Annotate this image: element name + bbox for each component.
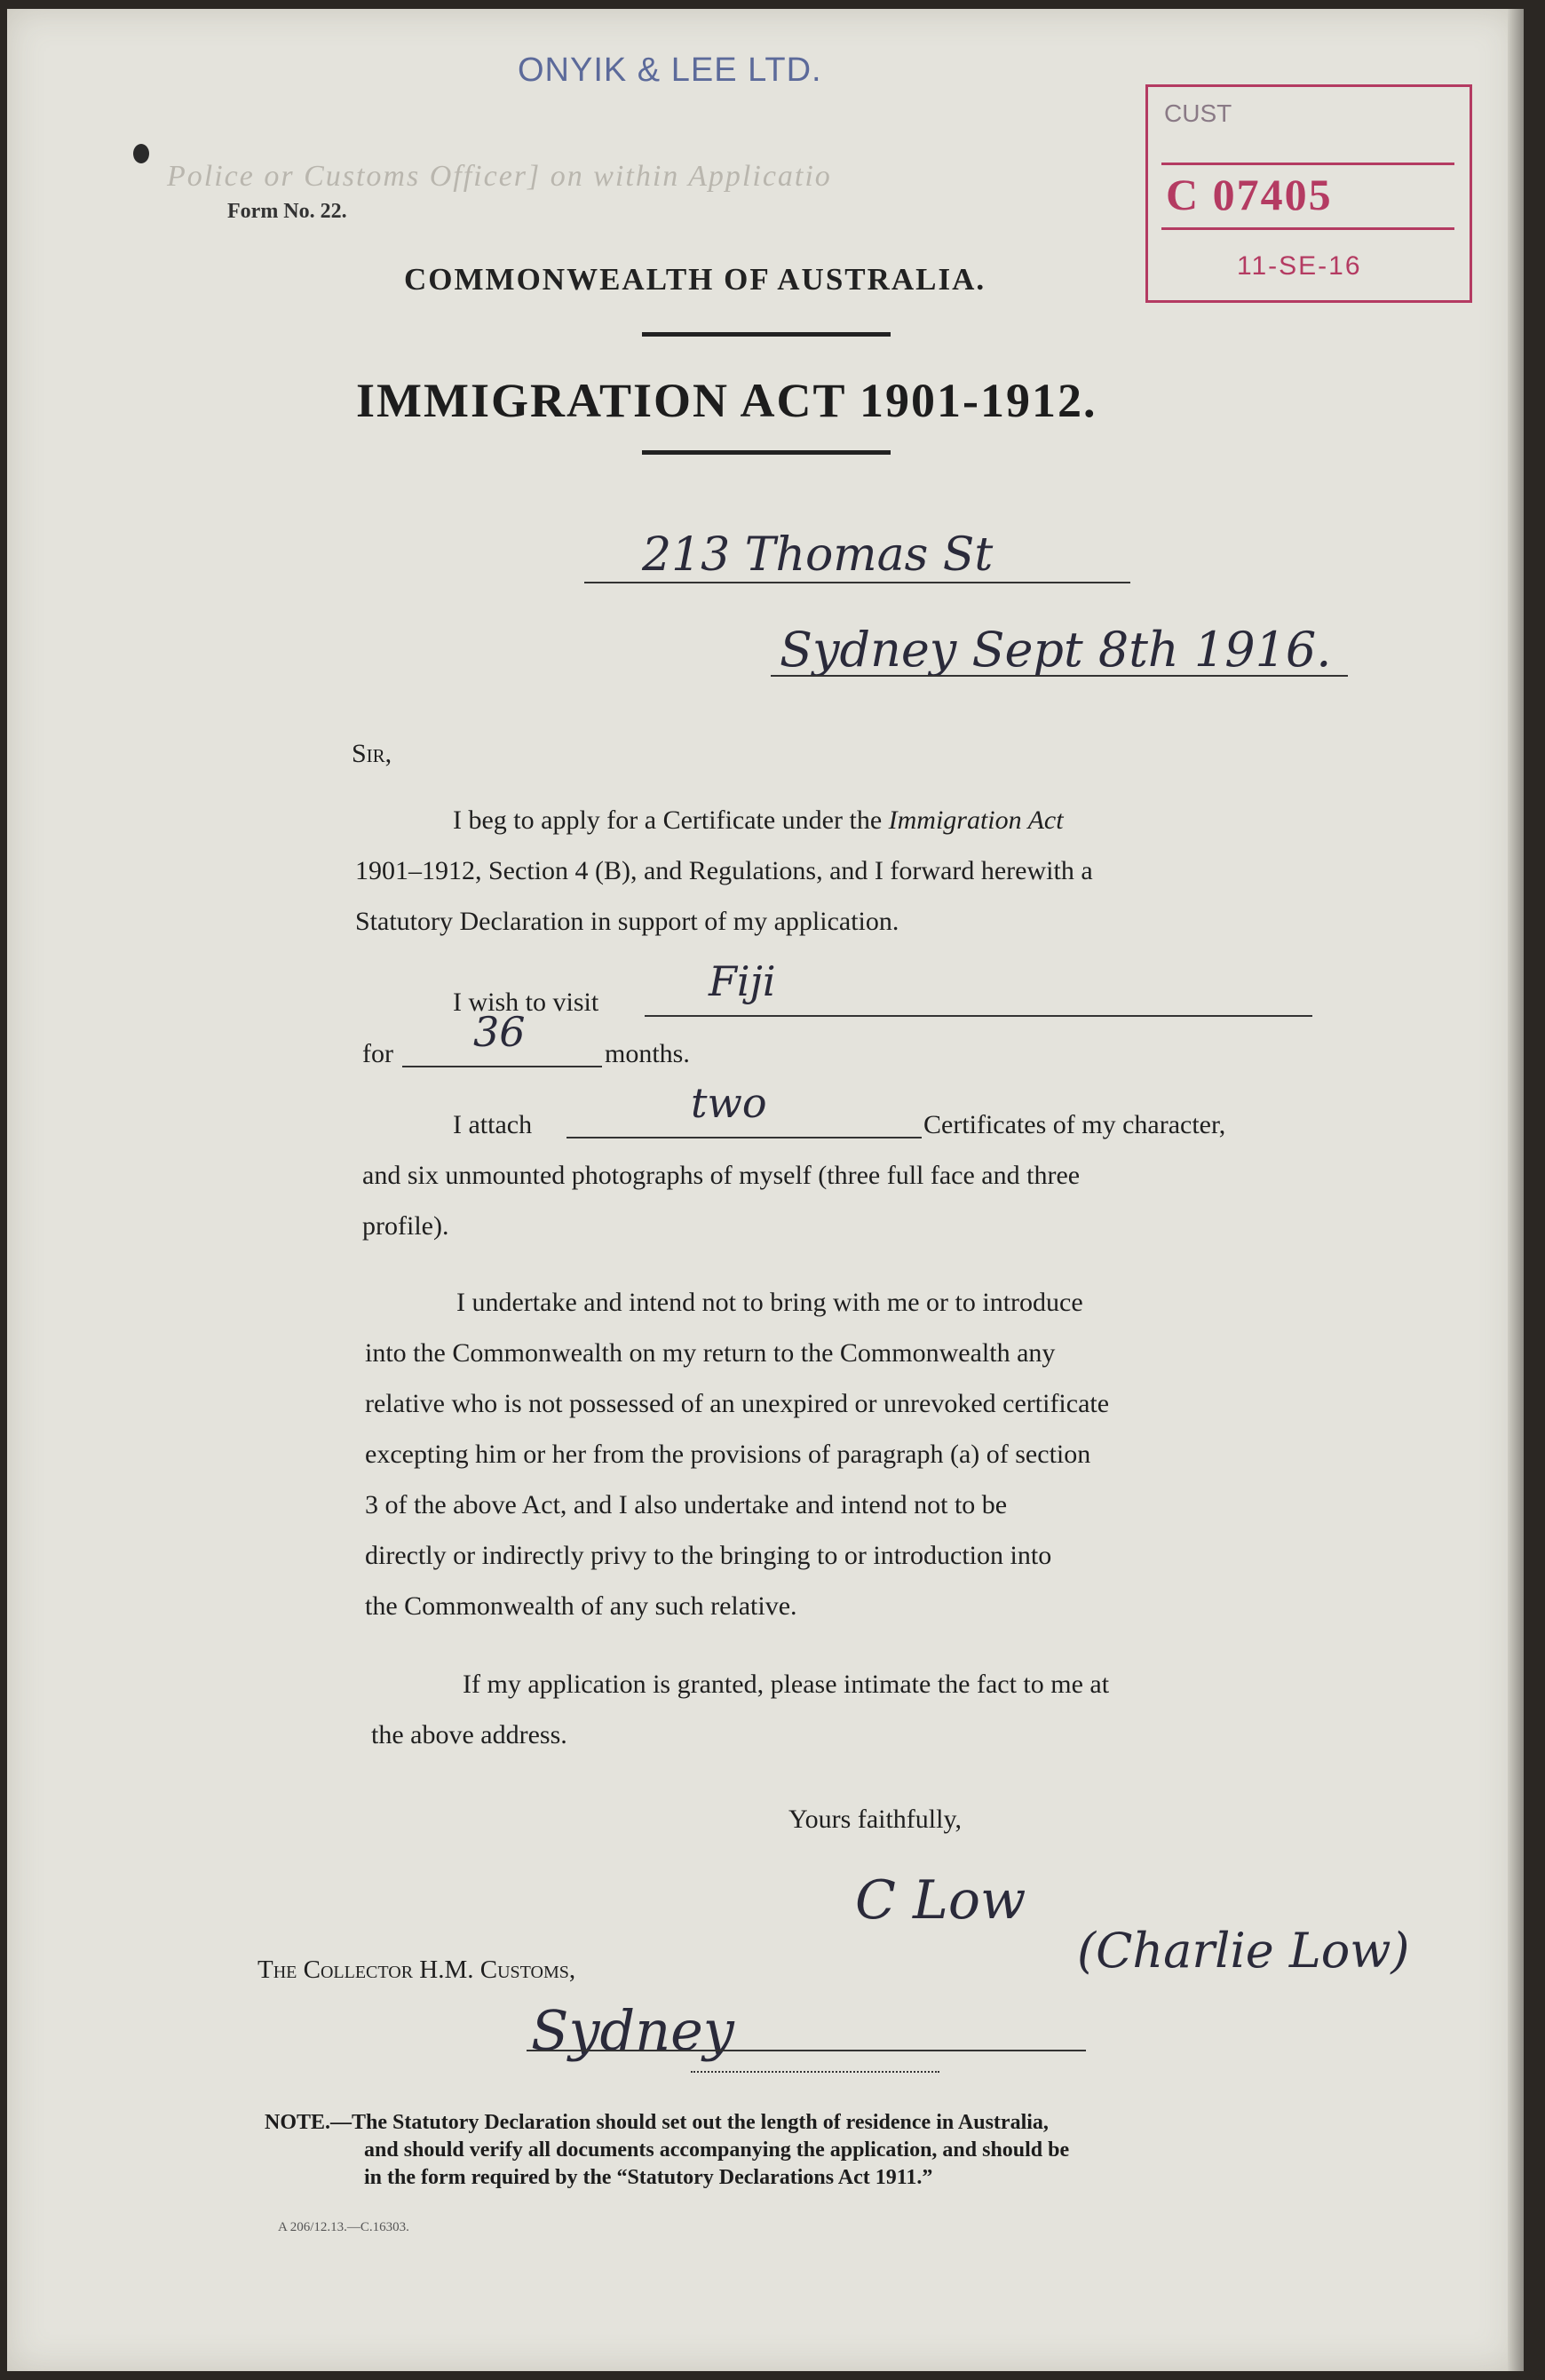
- granted-line2: the above address.: [371, 1720, 567, 1749]
- undertaking-line: the Commonwealth of any such relative.: [365, 1591, 797, 1621]
- visit-destination: Fiji: [709, 957, 776, 1005]
- act-title: IMMIGRATION ACT 1901-1912.: [356, 374, 1097, 427]
- punch-hole: [133, 144, 149, 163]
- addressee-line: [527, 2050, 1086, 2051]
- page-edge: [1508, 9, 1524, 2371]
- note-line1: NOTE.—The Statutory Declaration should set out the length of residence in Australia,: [265, 2111, 1049, 2134]
- granted-paragraph: [371, 1659, 1348, 1760]
- top-rule: [642, 332, 891, 337]
- bleed-through-text: Police or Customs Officer] on within Applicatio: [167, 160, 832, 193]
- document-page: [7, 9, 1517, 2371]
- attach-line3: profile).: [362, 1211, 449, 1241]
- for-label: for: [362, 1039, 393, 1068]
- signature-printed-name: (Charlie Low): [1077, 1923, 1410, 1979]
- undertaking-line: I undertake and intend not to bring with me or to introduce: [456, 1288, 1083, 1317]
- undertaking-line: relative who is not possessed of an unexpired or unrevoked certificate: [365, 1389, 1110, 1418]
- months-label: months.: [605, 1039, 690, 1068]
- address-city-date: Sydney Sept 8th 1916.: [780, 622, 1332, 678]
- undertaking-line: excepting him or her from the provisions of paragraph (a) of section: [365, 1440, 1091, 1469]
- undertaking-line: directly or indirectly privy to the bringing to or introduction into: [365, 1541, 1052, 1570]
- visit-label: I wish to visit: [453, 988, 599, 1017]
- visit-field-line: [645, 1015, 1312, 1017]
- act-name: Immigration Act: [888, 805, 1064, 835]
- attach-line2: and six unmounted photographs of myself (three full face and three: [362, 1161, 1081, 1190]
- address-street-line: [584, 582, 1130, 583]
- note: [265, 2109, 1357, 2192]
- attach-label: I attach: [453, 1110, 533, 1139]
- para1-text: I beg to apply for a Certificate under the: [453, 805, 889, 835]
- stamp-date: 11-SE-16: [1237, 251, 1362, 281]
- signature-flourish: [691, 2071, 939, 2073]
- undertaking-line: into the Commonwealth on my return to the Commonwealth any: [365, 1338, 1056, 1368]
- customs-stamp: [1145, 84, 1472, 303]
- jurisdiction-heading: COMMONWEALTH OF AUSTRALIA.: [404, 262, 986, 297]
- address-street: 213 Thomas St: [642, 528, 994, 582]
- printer-mark: ONYIK & LEE LTD.: [518, 52, 822, 89]
- attach-count: two: [691, 1079, 767, 1127]
- undertaking-paragraph: [365, 1277, 1342, 1631]
- paragraph-1: [355, 795, 1341, 947]
- print-reference: A 206/12.13.—C.16303.: [278, 2220, 409, 2234]
- attach-tail: Certificates of my character,: [923, 1110, 1226, 1139]
- months-field-line: [402, 1066, 602, 1067]
- stamp-reference-number: C 07405: [1166, 170, 1333, 219]
- months-value: 36: [473, 1008, 526, 1056]
- addressee-city: Sydney: [531, 1998, 734, 2063]
- note-line2: and should verify all documents accompanying the application, and should be: [364, 2138, 1070, 2162]
- para1-line3: Statutory Declaration in support of my application.: [355, 907, 899, 936]
- bottom-rule: [642, 450, 891, 455]
- closing: Yours faithfully,: [788, 1805, 963, 1834]
- granted-line1: If my application is granted, please intimate the fact to me at: [463, 1670, 1110, 1699]
- undertaking-line: 3 of the above Act, and I also undertake and intend not to be: [365, 1490, 1008, 1519]
- signature: C Low: [855, 1869, 1026, 1932]
- attach-field-line: [566, 1137, 922, 1138]
- address-city-line: [771, 675, 1348, 677]
- addressee: The Collector H.M. Customs,: [258, 1956, 576, 1984]
- form-number: Form No. 22.: [227, 200, 347, 223]
- salutation: Sir,: [352, 739, 392, 768]
- para1-line2: 1901–1912, Section 4 (B), and Regulations, and I forward herewith a: [355, 856, 1093, 885]
- stamp-label: CUST: [1164, 99, 1232, 127]
- note-line3: in the form required by the “Statutory Declarations Act 1911.”: [364, 2166, 933, 2189]
